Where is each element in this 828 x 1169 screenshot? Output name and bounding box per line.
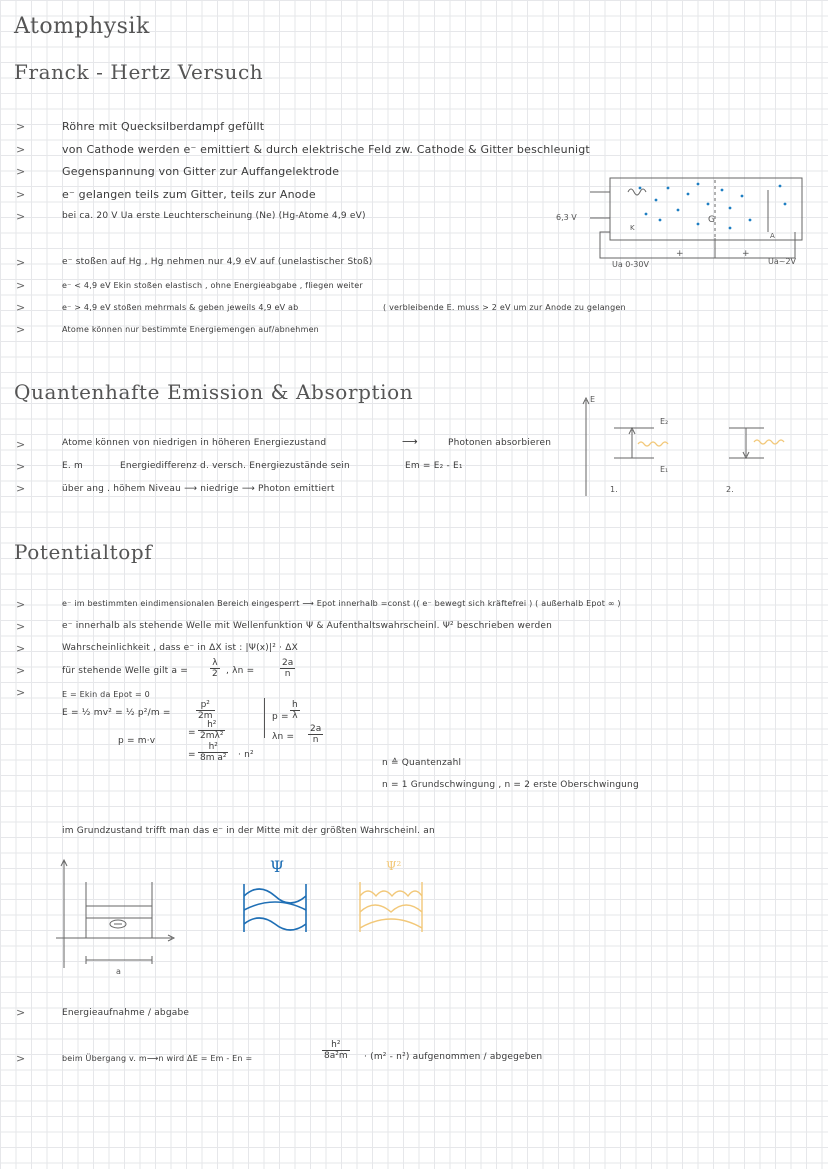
fraction-2a-n: $\frac{2a}{n}$ xyxy=(310,724,322,745)
psi2-mode xyxy=(360,891,422,896)
bullet-marker: > xyxy=(16,598,26,611)
photon-wave xyxy=(638,442,668,446)
bullet-marker: > xyxy=(16,143,26,156)
bullet-marker: > xyxy=(16,620,26,633)
potential-well-diagram xyxy=(56,856,176,976)
case-1-label: 1. xyxy=(610,485,618,494)
note-line: Atome können von niedrigen in höheren Energiezustand xyxy=(62,438,327,448)
note-line: Atome können nur bestimmte Energiemengen auf/abnehmen xyxy=(62,325,319,334)
heater-wires xyxy=(590,192,610,218)
bullet-marker: > xyxy=(16,438,26,451)
note-line: beim Übergang v. m⟶n wird ΔE = Em - En = xyxy=(62,1054,253,1063)
anode-label: A xyxy=(770,232,775,240)
accelerating-voltage-label: Ua 0-30V xyxy=(612,260,649,269)
note-line: e⁻ innerhalb als stehende Welle mit Wellenfunktion Ψ & Aufenthaltswahrscheinl. Ψ² beschrieben werden xyxy=(62,621,553,631)
note-line: e⁻ im bestimmten eindimensionalen Bereich eingesperrt ⟶ Epot innerhalb =const (( e⁻ bewegt sich kräftefrei ) ( außerhalb Epot ∞ ) xyxy=(62,599,621,608)
heading-franck-hertz: Franck - Hertz Versuch xyxy=(14,60,264,84)
width-marker xyxy=(86,956,152,964)
fraction-p2-2m: $\frac{\text{p²}}{2m}$ xyxy=(198,700,213,721)
psi-mode xyxy=(244,918,306,930)
heading-potential-well: Potentialtopf xyxy=(14,540,153,564)
page-title: Atomphysik xyxy=(14,14,150,39)
level-e2-label: E₂ xyxy=(660,417,669,426)
psi2-mode xyxy=(360,919,422,928)
fraction-2a-n: $\frac{2a}{n}$ xyxy=(282,658,294,679)
fraction-transition: $\frac{\text{h²}}{\text{8a²m}}$ xyxy=(324,1040,348,1061)
well-y-axis xyxy=(61,860,67,968)
note-line: Gegenspannung von Gitter zur Auffangelektrode xyxy=(62,165,340,178)
bullet-marker: > xyxy=(16,664,26,677)
psi2-mode xyxy=(360,905,422,912)
equation: E = ½ mv² = ½ p²/m = xyxy=(62,708,171,718)
note-line: · (m² - n²) aufgenommen / abgegeben xyxy=(364,1052,543,1062)
psi-mode xyxy=(244,902,306,910)
photon-wave xyxy=(754,440,784,444)
grid-label: G xyxy=(708,215,715,225)
fraction-h2-8ma2: $\frac{\text{h²}}{\text{8m a²}}$ xyxy=(200,742,227,763)
cathode-coil xyxy=(628,189,646,195)
emission-arrow xyxy=(743,428,749,458)
bullet-marker: > xyxy=(16,1006,26,1019)
note-line: bei ca. 20 V Ua erste Leuchterscheinung (Ne) (Hg-Atome 4,9 eV) xyxy=(62,211,366,221)
note-line: E. m xyxy=(62,461,83,471)
note-line: von Cathode werden e⁻ emittiert & durch elektrische Feld zw. Cathode & Gitter beschleunigt xyxy=(62,143,590,156)
note-line: über ang . höhem Niveau ⟶ niedrige ⟶ Photon emittiert xyxy=(62,484,335,494)
energy-axis-label: E xyxy=(590,395,596,404)
note-line: im Grundzustand trifft man das e⁻ in der Mitte mit der größten Wahrscheinl. an xyxy=(62,826,435,836)
bracket-line xyxy=(264,698,265,738)
note-line: n ≙ Quantenzahl xyxy=(382,758,462,768)
absorption-arrow xyxy=(629,428,635,458)
case-2-label: 2. xyxy=(726,485,734,494)
note-line: e⁻ gelangen teils zum Gitter, teils zur Anode xyxy=(62,188,316,201)
psi-symbol: Ψ xyxy=(270,857,285,876)
equation: E = Ekin da Epot = 0 xyxy=(62,690,150,699)
bullet-marker: > xyxy=(16,120,26,133)
bullet-marker: > xyxy=(16,686,26,699)
psi2-walls xyxy=(360,882,422,932)
fraction-h2-2mlambda2: $\frac{\text{h²}}{\text{2mλ²}}$ xyxy=(200,720,224,741)
fraction-h-lambda: $\frac{h}{\lambda}$ xyxy=(292,700,298,721)
note-line: für stehende Welle gilt a = xyxy=(62,666,188,676)
arrow-symbol: ⟶ xyxy=(402,435,418,448)
equation: p = xyxy=(272,712,289,722)
cathode-label: K xyxy=(630,224,635,232)
well-energy-lines xyxy=(86,906,152,918)
note-line: e⁻ > 4,9 eV stoßen mehrmals & geben jeweils 4,9 eV ab xyxy=(62,303,299,312)
bullet-marker: > xyxy=(16,1052,26,1065)
note-line: , λn = xyxy=(226,666,255,676)
psi-squared-symbol: Ψ² xyxy=(386,859,402,873)
note-line: e⁻ < 4,9 eV Ekin stoßen elastisch , ohne Energieabgabe , fliegen weiter xyxy=(62,281,363,290)
note-line: e⁻ stoßen auf Hg , Hg nehmen nur 4,9 eV auf (unelastischer Stoß) xyxy=(62,257,373,267)
psi-wave-diagram xyxy=(240,856,320,936)
energy-level-diagram xyxy=(584,394,814,504)
retarding-voltage-label: Ua~2V xyxy=(768,257,797,266)
well-x-axis xyxy=(56,935,174,941)
note-line: Em = E₂ - E₁ xyxy=(405,461,463,471)
width-label: a xyxy=(116,967,121,976)
bullet-marker: > xyxy=(16,323,26,336)
psi-squared-diagram xyxy=(356,856,436,936)
bullet-marker: > xyxy=(16,188,26,201)
fraction-lambda-half: $\frac{\lambda}{2}$ xyxy=(212,658,218,679)
note-line: Energiedifferenz d. versch. Energiezustände sein xyxy=(120,461,350,471)
note-line: Wahrscheinlichkeit , dass e⁻ in ΔX ist : |Ψ(x)|² · ΔX xyxy=(62,643,298,653)
bullet-marker: > xyxy=(16,165,26,178)
bullet-marker: > xyxy=(16,279,26,292)
circuit-wires xyxy=(600,232,795,258)
note-line: n = 1 Grundschwingung , n = 2 erste Oberschwingung xyxy=(382,780,639,790)
bullet-marker: > xyxy=(16,256,26,269)
psi-mode xyxy=(244,889,306,903)
equation: p = m·v xyxy=(118,736,156,746)
plus-sign: + xyxy=(676,249,684,259)
heater-voltage-label: 6,3 V xyxy=(556,213,577,222)
level-e1-label: E₁ xyxy=(660,465,669,474)
bullet-marker: > xyxy=(16,642,26,655)
equation: λn = xyxy=(272,732,295,742)
heading-quantum-emission: Quantenhafte Emission & Absorption xyxy=(14,380,414,404)
energy-axis xyxy=(583,398,589,496)
bullet-marker: > xyxy=(16,210,26,223)
bullet-marker: > xyxy=(16,460,26,473)
equation: · n² xyxy=(238,750,254,760)
note-line: Photonen absorbieren xyxy=(448,438,552,448)
well-walls xyxy=(86,882,152,938)
note-line: Röhre mit Quecksilberdampf gefüllt xyxy=(62,120,265,133)
plus-sign: + xyxy=(742,249,750,259)
franck-hertz-tube-diagram xyxy=(556,170,820,270)
note-line: ( verbleibende E. muss > 2 eV um zur Anode zu gelangen xyxy=(383,303,626,312)
note-line: Energieaufnahme / abgabe xyxy=(62,1008,190,1018)
bullet-marker: > xyxy=(16,482,26,495)
bullet-marker: > xyxy=(16,301,26,314)
